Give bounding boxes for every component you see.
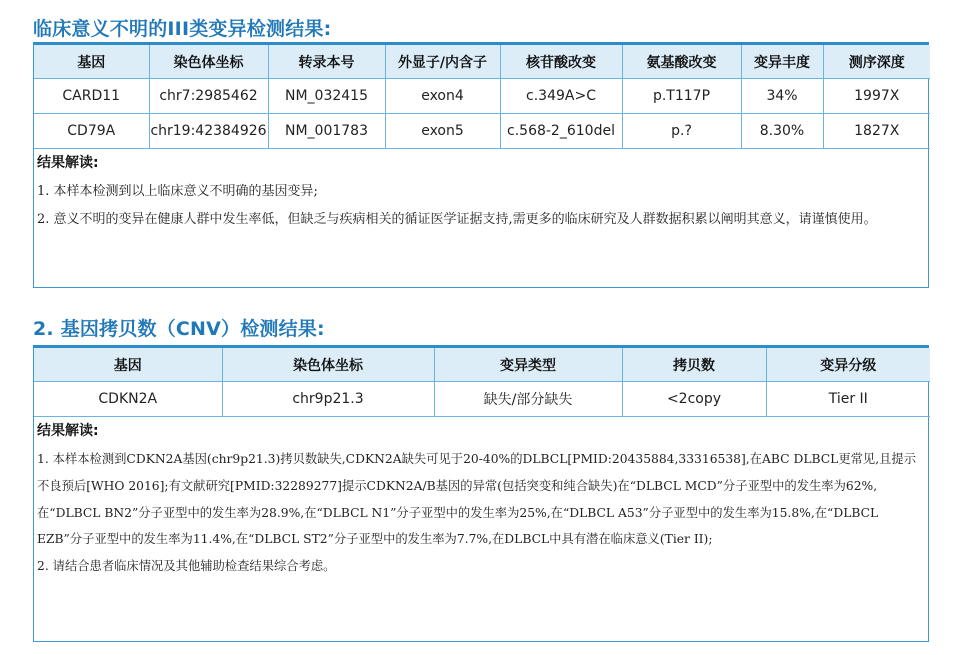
cell-variant-frequency: 8.30% xyxy=(741,114,823,149)
col-header-chrom-coord: 染色体坐标 xyxy=(149,45,268,79)
cell-sequencing-depth: 1827X xyxy=(823,114,930,149)
cell-gene: CARD11 xyxy=(34,79,149,114)
col-header-transcript: 转录本号 xyxy=(268,45,385,79)
cell-variant-type: 缺失/部分缺失 xyxy=(434,382,622,417)
vus-table-header xyxy=(34,45,930,79)
col-header-variant-frequency: 变异丰度 xyxy=(741,45,823,79)
section-title-vus: 临床意义不明的III类变异检测结果: xyxy=(33,18,332,40)
cell-transcript: NM_001783 xyxy=(268,114,385,149)
cell-variant-frequency: 34% xyxy=(741,79,823,114)
col-header-copy-number: 拷贝数 xyxy=(622,348,766,382)
cell-sequencing-depth: 1997X xyxy=(823,79,930,114)
cnv-table xyxy=(34,348,930,417)
col-header-gene: 基因 xyxy=(34,348,222,382)
interpretation-item: 1. 本样本检测到CDKN2A基因(chr9p21.3)拷贝数缺失,CDKN2A缺失可见于20-40%的DLBCL[PMID:20435884,33316538],在ABC DLBCL更常见,且提示不良预后[WHO 2016];有文献研究[PMID:32289277]提示CDKN2A/B基因的异常(包括突变和纯合缺失)在“DLBCL MCD”分子亚型中的发生率为62%,在“DLBCL BN2”分子亚型中的发生率为28.9%,在“DLBCL N1”分子亚型中的发生率为25%,在“DLBCL A53”分子亚型中的发生率为15.8%,在“DLBCL EZB”分子亚型中的发生率为11.4%,在“DLBCL ST2”分子亚型中的发生率为7.7%,在DLBCL中具有潜在临床意义(Tier II); xyxy=(37,452,917,547)
cell-amino-acid-change: p.T117P xyxy=(622,79,741,114)
vus-table xyxy=(34,45,930,149)
col-header-nucleotide-change: 核苷酸改变 xyxy=(500,45,622,79)
cnv-result-panel xyxy=(33,345,929,642)
section-title-cnv: 2. 基因拷贝数（CNV）检测结果: xyxy=(33,318,325,340)
interpretation-item: 2. 意义不明的变异在健康人群中发生率低，但缺乏与疾病相关的循证医学证据支持,需更多的临床研究及人群数据积累以阐明其意义，请谨慎使用。 xyxy=(37,211,877,227)
cell-chrom-coord: chr19:42384926 xyxy=(149,114,268,149)
table-row xyxy=(34,382,930,417)
interpretation-item: 1. 本样本检测到以上临床意义不明确的基因变异; xyxy=(37,184,318,199)
table-row xyxy=(34,114,930,149)
cell-variant-tier: Tier II xyxy=(766,382,930,417)
col-header-variant-type: 变异类型 xyxy=(434,348,622,382)
cell-exon: exon4 xyxy=(385,79,500,114)
cell-gene: CDKN2A xyxy=(34,382,222,417)
cell-amino-acid-change: p.? xyxy=(622,114,741,149)
cnv-interpretation xyxy=(34,417,928,580)
interpretation-heading: 结果解读: xyxy=(37,423,99,439)
vus-result-panel xyxy=(33,42,929,288)
col-header-exon-intron: 外显子/内含子 xyxy=(385,45,500,79)
col-header-sequencing-depth: 测序深度 xyxy=(823,45,930,79)
cell-nucleotide-change: c.349A>C xyxy=(500,79,622,114)
interpretation-heading: 结果解读: xyxy=(37,155,99,171)
cnv-table-header xyxy=(34,348,930,382)
vus-interpretation xyxy=(34,149,928,233)
cell-exon: exon5 xyxy=(385,114,500,149)
col-header-gene: 基因 xyxy=(34,45,149,79)
col-header-amino-acid-change: 氨基酸改变 xyxy=(622,45,741,79)
col-header-variant-tier: 变异分级 xyxy=(766,348,930,382)
cell-copy-number: <2copy xyxy=(622,382,766,417)
cell-transcript: NM_032415 xyxy=(268,79,385,114)
col-header-chrom-coord: 染色体坐标 xyxy=(222,348,434,382)
cell-chrom-coord: chr9p21.3 xyxy=(222,382,434,417)
interpretation-item: 2. 请结合患者临床情况及其他辅助检查结果综合考虑。 xyxy=(37,559,336,574)
table-row xyxy=(34,79,930,114)
cell-chrom-coord: chr7:2985462 xyxy=(149,79,268,114)
cell-nucleotide-change: c.568-2_610del xyxy=(500,114,622,149)
cell-gene: CD79A xyxy=(34,114,149,149)
